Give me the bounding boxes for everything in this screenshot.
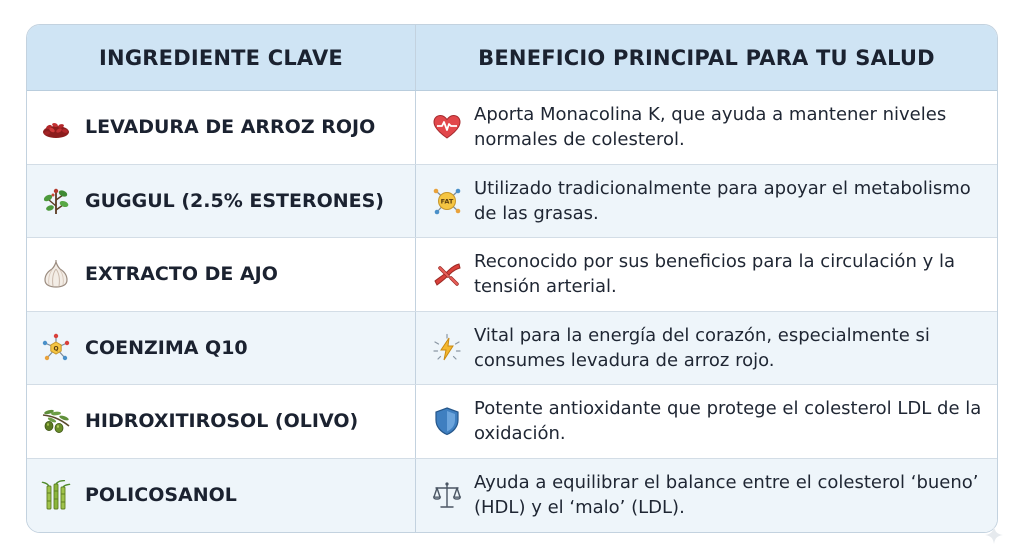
shield-icon [432,406,462,436]
benefit-cell [416,385,997,458]
benefit-text: Aporta Monacolina K, que ayuda a mantener niveles normales de colesterol. [474,104,947,151]
olive-branch-icon [41,406,71,436]
ingredient-name: POLICOSANOL [85,484,237,507]
heart-pulse-icon [432,112,462,142]
ingredient-name: LEVADURA DE ARROZ ROJO [85,116,376,139]
table-row [27,165,997,239]
fat-molecule-icon [432,186,462,216]
ingredient-cell [27,312,416,385]
ingredients-table [26,24,998,533]
table-row [27,459,997,533]
energy-bolt-icon [432,333,462,363]
benefit-cell [416,238,997,311]
benefit-cell [416,91,997,164]
table-header [27,25,997,91]
table-row [27,238,997,312]
benefit-text: Utilizado tradicionalmente para apoyar el metabolismo de las grasas. [474,177,971,224]
ingredient-name: HIDROXITIROSOL (OLIVO) [85,410,359,433]
benefit-cell [416,165,997,238]
table-row [27,91,997,165]
blood-vessel-icon [432,259,462,289]
ingredient-cell [27,91,416,164]
sparkle-icon [984,525,1004,545]
ingredient-name: GUGGUL (2.5% ESTERONES) [85,189,384,212]
ingredient-cell [27,238,416,311]
benefit-text: Reconocido por sus beneficios para la circulación y la tensión arterial. [474,251,955,298]
header-benefit: BENEFICIO PRINCIPAL PARA TU SALUD [478,45,935,70]
coq10-molecule-icon [41,333,71,363]
ingredient-cell [27,385,416,458]
header-ingredient: INGREDIENTE CLAVE [27,25,416,90]
sugarcane-icon [41,480,71,510]
benefit-text: Ayuda a equilibrar el balance entre el colesterol ‘bueno’ (HDL) y el ‘malo’ (LDL). [474,472,979,519]
table-row [27,385,997,459]
benefit-cell [416,312,997,385]
table-row [27,312,997,386]
herb-plant-icon [41,186,71,216]
benefit-cell [416,459,997,533]
garlic-icon [41,259,71,289]
ingredient-cell [27,459,416,533]
ingredient-cell [27,165,416,238]
red-rice-icon [41,112,71,142]
ingredient-name: COENZIMA Q10 [85,336,248,359]
q-label: Q [53,345,59,353]
benefit-text: Vital para la energía del corazón, especialmente si consumes levadura de arroz rojo. [474,324,930,371]
ingredient-name: EXTRACTO DE AJO [85,263,278,286]
benefit-text: Potente antioxidante que protege el colesterol LDL de la oxidación. [474,398,982,445]
balance-scale-icon [432,480,462,510]
fat-label: FAT [440,197,454,206]
